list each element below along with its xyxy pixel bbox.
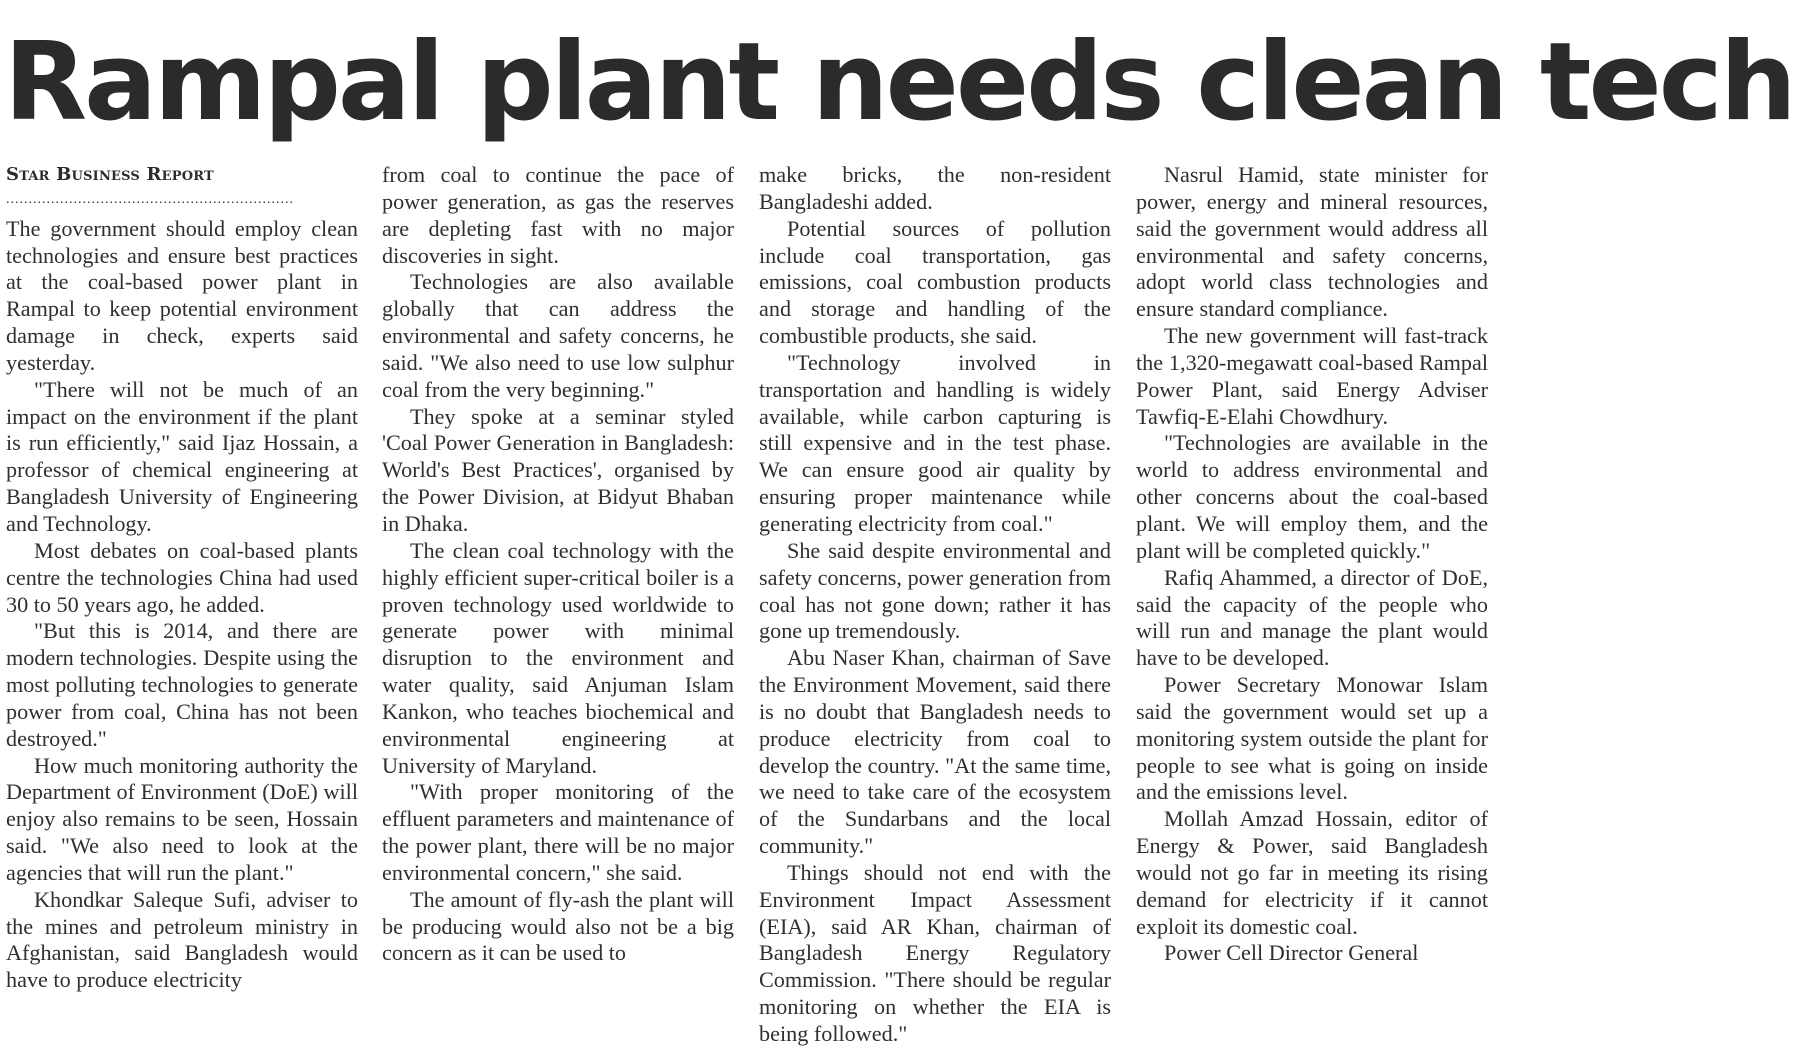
paragraph: Power Secretary Monowar Islam said the government would set up a monitoring system outside the plant for people to see what is going on inside and the emissions level. — [1136, 672, 1488, 805]
article-column-2 — [382, 162, 734, 967]
paragraph: Things should not end with the Environment Impact Assessment (EIA), said AR Khan, chairman of Bangladesh Energy Regulatory Commission. "There should be regular monitoring on whether the EIA is being followed." — [759, 859, 1111, 1046]
headline: Rampal plant needs clean tech — [4, 20, 1794, 145]
paragraph: Technologies are also available globally that can address the environmental and safety concerns, he said. "We also need to use low sulphur coal from the very beginning." — [382, 269, 734, 402]
paragraph: "But this is 2014, and there are modern technologies. Despite using the most polluting technologies to generate power from coal, China has not been destroyed." — [6, 618, 358, 751]
paragraph: The amount of fly-ash the plant will be producing would also not be a big concern as it can be used to — [382, 886, 734, 966]
paragraph: Abu Naser Khan, chairman of Save the Environment Movement, said there is no doubt that Bangladesh needs to produce electricity from coal to develop the country. "At the same time, we need to take care of the ecosystem of the Sundarbans and the local community." — [759, 645, 1111, 859]
byline: Star Business Report — [6, 164, 214, 185]
paragraph: She said despite environmental and safety concerns, power generation from coal has not gone down; rather it has gone up tremendously. — [759, 537, 1111, 644]
article-column-3 — [759, 162, 1111, 1048]
paragraph: They spoke at a seminar styled 'Coal Power Generation in Bangladesh: World's Best Practices', organised by the Power Division, at Bidyut Bhaban in Dhaka. — [382, 403, 734, 536]
paragraph: Nasrul Hamid, state minister for power, energy and mineral resources, said the government would address all environmental and safety concerns, adopt world class technologies and ensure standard compliance. — [1136, 162, 1488, 322]
article-column-4 — [1136, 162, 1488, 967]
paragraph: "There will not be much of an impact on the environment if the plant is run efficiently," said Ijaz Hossain, a professor of chemical engineering at Bangladesh University of Engineering and Technology. — [6, 376, 358, 536]
paragraph: make bricks, the non-resident Bangladeshi added. — [759, 162, 1111, 214]
paragraph: Potential sources of pollution include coal transportation, gas emissions, coal combustion products and storage and handling of the combustible products, she said. — [759, 215, 1111, 349]
paragraph: Power Cell Director General — [1164, 940, 1419, 966]
paragraph: How much monitoring authority the Department of Environment (DoE) will enjoy also remains to be seen, Hossain said. "We also need to look at the agencies that will run the plant." — [6, 752, 358, 885]
paragraph: Rafiq Ahammed, a director of DoE, said the capacity of the people who will run and manage the plant would have to be developed. — [1136, 564, 1488, 671]
paragraph: from coal to continue the pace of power generation, as gas the reserves are depleting fast with no major discoveries in sight. — [382, 162, 734, 268]
byline-dotted-rule: ................................................................ — [6, 191, 294, 207]
paragraph: The government should employ clean technologies and ensure best practices at the coal-based power plant in Rampal to keep potential environment damage in check, experts said yesterday. — [6, 215, 358, 375]
paragraph: "With proper monitoring of the effluent parameters and maintenance of the power plant, there will be no major environmental concern," she said. — [382, 779, 734, 885]
paragraph: "Technology involved in transportation and handling is widely available, while carbon capturing is still expensive and in the test phase. We can ensure good air quality by ensuring proper maintenance while generating electricity from coal." — [759, 349, 1111, 536]
paragraph: Most debates on coal-based plants centre the technologies China had used 30 to 50 years ago, he added. — [6, 537, 358, 617]
paragraph: The new government will fast-track the 1,320-megawatt coal-based Rampal Power Plant, said Energy Adviser Tawfiq-E-Elahi Chowdhury. — [1136, 323, 1488, 429]
paragraph: Khondkar Saleque Sufi, adviser to the mines and petroleum ministry in Afghanistan, said Bangladesh would have to produce electricity — [6, 886, 358, 993]
paragraph: Mollah Amzad Hossain, editor of Energy & Power, said Bangladesh would not go far in meeting its rising demand for electricity if it cannot exploit its domestic coal. — [1136, 806, 1488, 939]
paragraph: "Technologies are available in the world to address environmental and other concerns about the coal-based plant. We will employ them, and the plant will be completed quickly." — [1136, 430, 1488, 563]
article-column-1 — [6, 162, 358, 994]
paragraph: The clean coal technology with the highly efficient super-critical boiler is a proven technology used worldwide to generate power with minimal disruption to the environment and water quality, said Anjuman Islam Kankon, who teaches biochemical and environmental engineering at University of Maryland. — [382, 537, 734, 778]
